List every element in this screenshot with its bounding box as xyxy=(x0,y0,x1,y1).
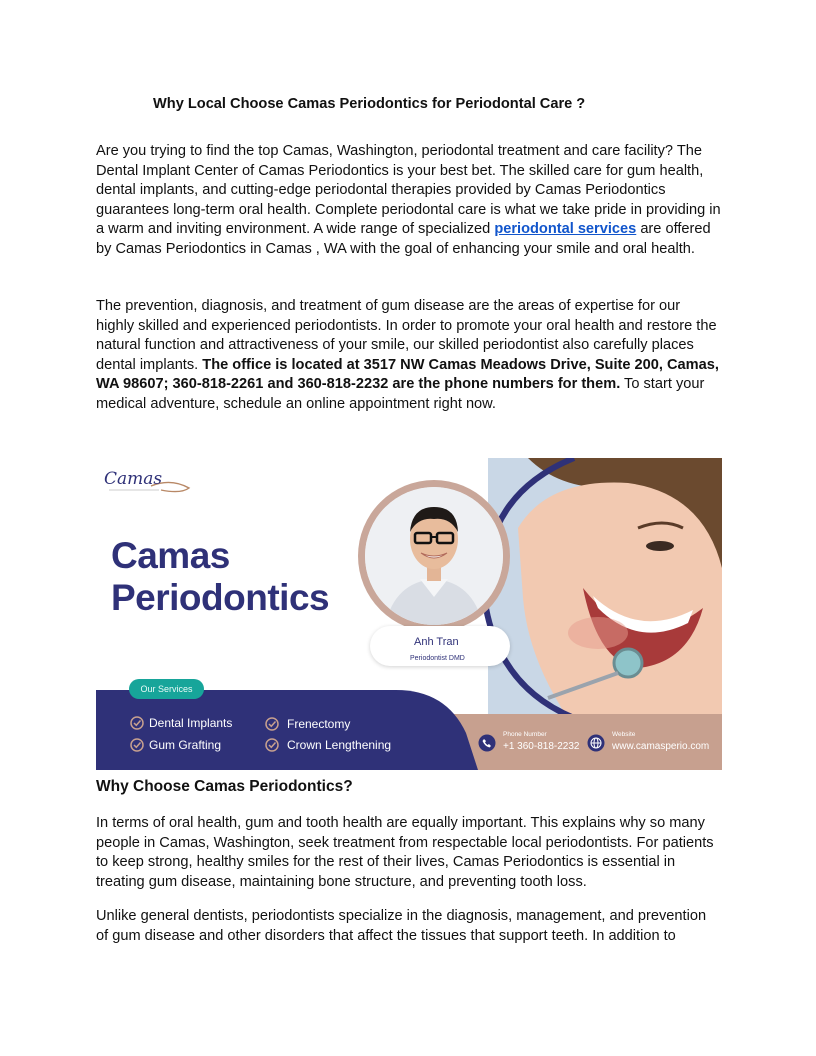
phone-label: Phone Number xyxy=(503,731,547,738)
check-icon xyxy=(130,738,144,752)
check-icon xyxy=(265,738,279,752)
oral-health-paragraph: In terms of oral health, gum and tooth health are equally important. This explains why so many people in Camas, Washington, seek treatment from respectable local periodontists. For patients to keep strong, healthy smiles for the rest of their lives, Camas Periodontics is essential in treating gum disease, maintaining bone structure, and preventing tooth loss. xyxy=(96,815,714,890)
phone-number: +1 360-818-2232 xyxy=(503,741,580,752)
intro-text-start: Are you trying to find the top Camas, Washington, periodontal treatment and care facility? The Dental Implant Center of Camas Periodontics is your best bet. The skilled care for gum health, dental implants, and cutting-edge periodontal therapies provided by Camas Periodontics guarantees long-term oral health. Complete periodontal care is what we take pride in providing in a warm and inviting environment. A wide range of specialized xyxy=(96,143,721,237)
service-crown-lengthening: Crown Lengthening xyxy=(287,738,392,752)
appointment-text: To start your medical adventure, schedule an online appointment right now. xyxy=(96,376,705,412)
promo-banner xyxy=(96,458,722,770)
service-frenectomy: Frenectomy xyxy=(287,717,351,731)
section-heading: Why Choose Camas Periodontics? xyxy=(96,778,353,795)
doctor-portrait-image xyxy=(365,487,503,625)
check-icon xyxy=(130,716,144,730)
doctor-photo xyxy=(365,487,503,625)
intro-text-end: are offered by Camas Periodontics in Camas , WA with the goal of enhancing your smile and oral health. xyxy=(96,221,711,257)
website-label: Website xyxy=(612,731,636,738)
phone-icon xyxy=(478,734,496,752)
doctor-name: Anh Tran xyxy=(414,636,459,648)
page-title: Why Local Choose Camas Periodontics for Periodontal Care ? xyxy=(153,96,586,112)
periodontists-paragraph: Unlike general dentists, periodontists specialize in the diagnosis, management, and prevention of gum disease and other disorders that affect the tissues that support teeth. In addition to xyxy=(96,908,707,944)
periodontal-services-link[interactable]: periodontal services xyxy=(494,221,637,237)
expertise-paragraph xyxy=(96,297,721,414)
expertise-text: The prevention, diagnosis, and treatment of gum disease are the areas of expertise for our highly skilled and experienced periodontists. In order to promote your oral health and restore the natural function and attractiveness of your smile, our skilled periodontist also carefully places dental implants. xyxy=(96,298,717,373)
intro-paragraph xyxy=(96,142,721,259)
brand-title xyxy=(111,535,329,619)
check-icon xyxy=(265,717,279,731)
our-services-label: Our Services xyxy=(129,679,204,699)
logo-text: Camas xyxy=(104,469,163,489)
globe-icon xyxy=(587,734,605,752)
service-dental-implants: Dental Implants xyxy=(149,716,233,730)
office-address-text: The office is located at 3517 NW Camas Meadows Drive, Suite 200, Camas, WA 98607; 360-818-2261 and 360-818-2232 are the phone numbers for them. xyxy=(96,356,719,392)
brand-line-2: Periodontics xyxy=(111,577,330,618)
brand-line-1: Camas xyxy=(111,535,230,576)
website-url: www.camasperio.com xyxy=(612,741,710,752)
service-gum-grafting: Gum Grafting xyxy=(149,738,222,752)
doctor-title: Periodontist DMD xyxy=(410,655,465,662)
